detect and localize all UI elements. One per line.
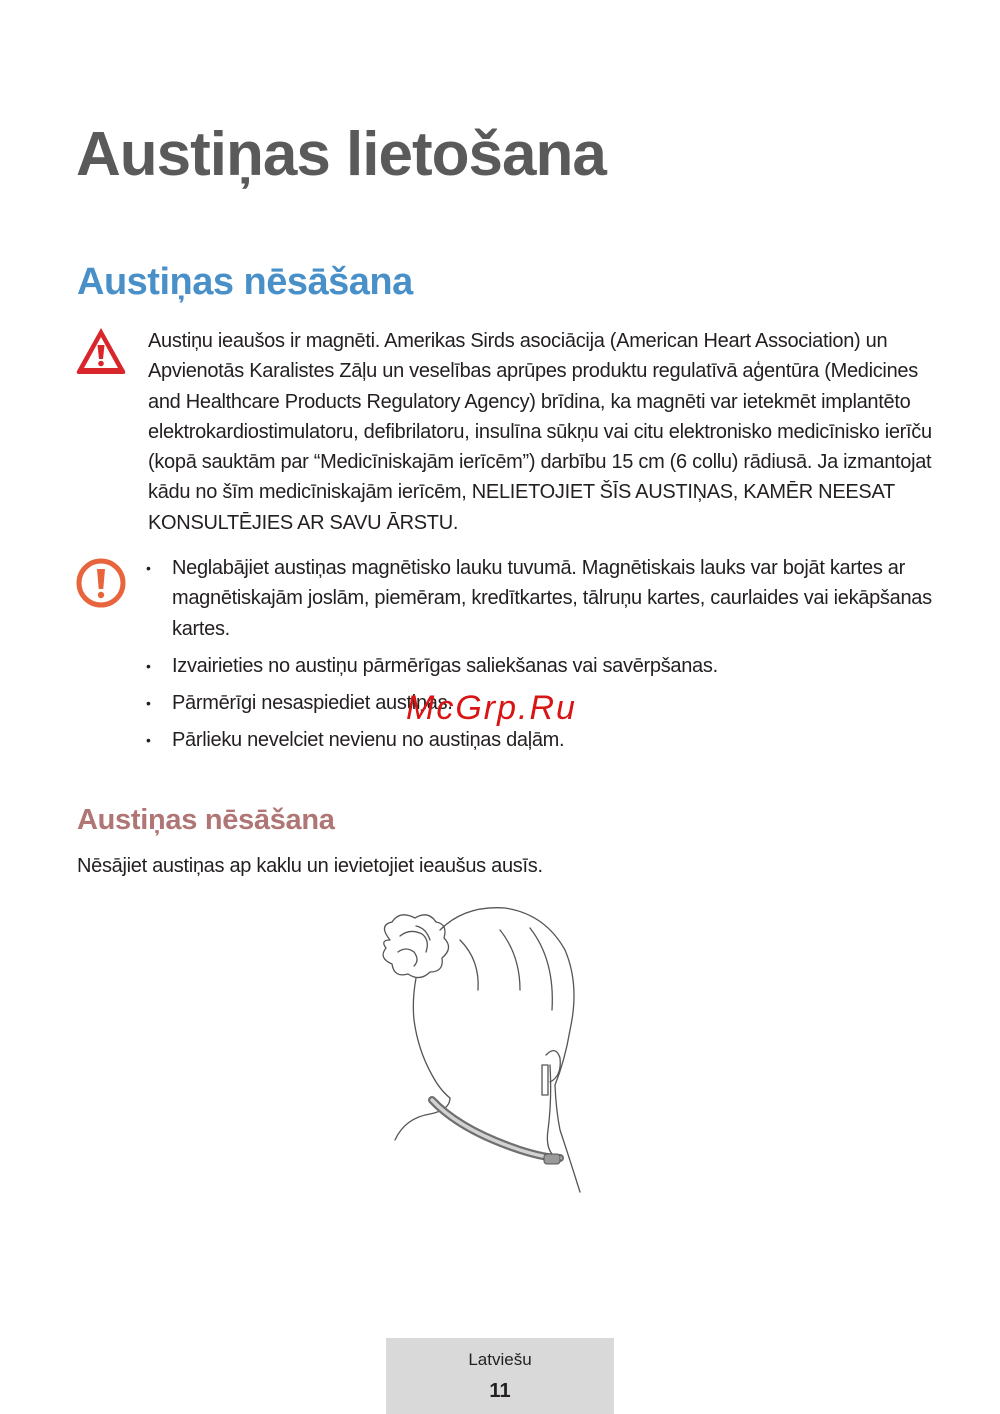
sub-heading: Austiņas nēsāšana	[77, 804, 335, 836]
caution-item: • Neglabājiet austiņas magnētisko lauku tuvumā. Magnētiskais lauks var bojāt kartes ar magnētiskajām joslām, piemēram, kredītkartes, tālruņu kartes, caurlaides vai iekāpšanas kartes.	[145, 553, 935, 644]
section-heading: Austiņas nēsāšana	[77, 261, 413, 303]
caution-item: • Pārmērīgi nesaspiediet austiņas.	[145, 688, 935, 718]
caution-list	[145, 553, 935, 763]
watermark: McGrp.Ru	[406, 689, 577, 727]
page-title: Austiņas lietošana	[76, 120, 606, 189]
warning-text: Austiņu ieaušos ir magnēti. Amerikas Sirds asociācija (American Heart Association) un Apvienotās Karalistes Zāļu un veselības aprūpes produktu regulatīvā aģentūra (Medicines and Healthcare Products Regulatory Agency) brīdina, ka magnēti var ietekmēt implantēto elektrokardiostimulatoru, defibrilatoru, insulīna sūkņu vai citu elektronisko medicīnisko ierīču (kopā sauktām par “Medicīniskajām ierīcēm”) darbību 15 cm (6 collu) rādiusā. Ja izmantojat kādu no šīm medicīniskajām ierīcēm, NELIETOJIET ŠĪS AUSTIŅAS, KAMĒR NEESAT KONSULTĒJIES AR SAVU ĀRSTU.	[148, 330, 932, 534]
page-number: 11	[489, 1380, 511, 1402]
warning-triangle-icon	[74, 324, 128, 378]
neckband-wearing-illustration	[370, 900, 590, 1200]
caution-circle-icon	[76, 558, 126, 608]
body-text: Nēsājiet austiņas ap kaklu un ievietojiet ieaušus ausīs.	[77, 855, 543, 877]
caution-item: • Izvairieties no austiņu pārmērīgas saliekšanas vai savērpšanas.	[145, 651, 935, 681]
footer-language: Latviešu	[468, 1350, 532, 1369]
caution-item: • Pārlieku nevelciet nevienu no austiņas daļām.	[145, 725, 935, 755]
